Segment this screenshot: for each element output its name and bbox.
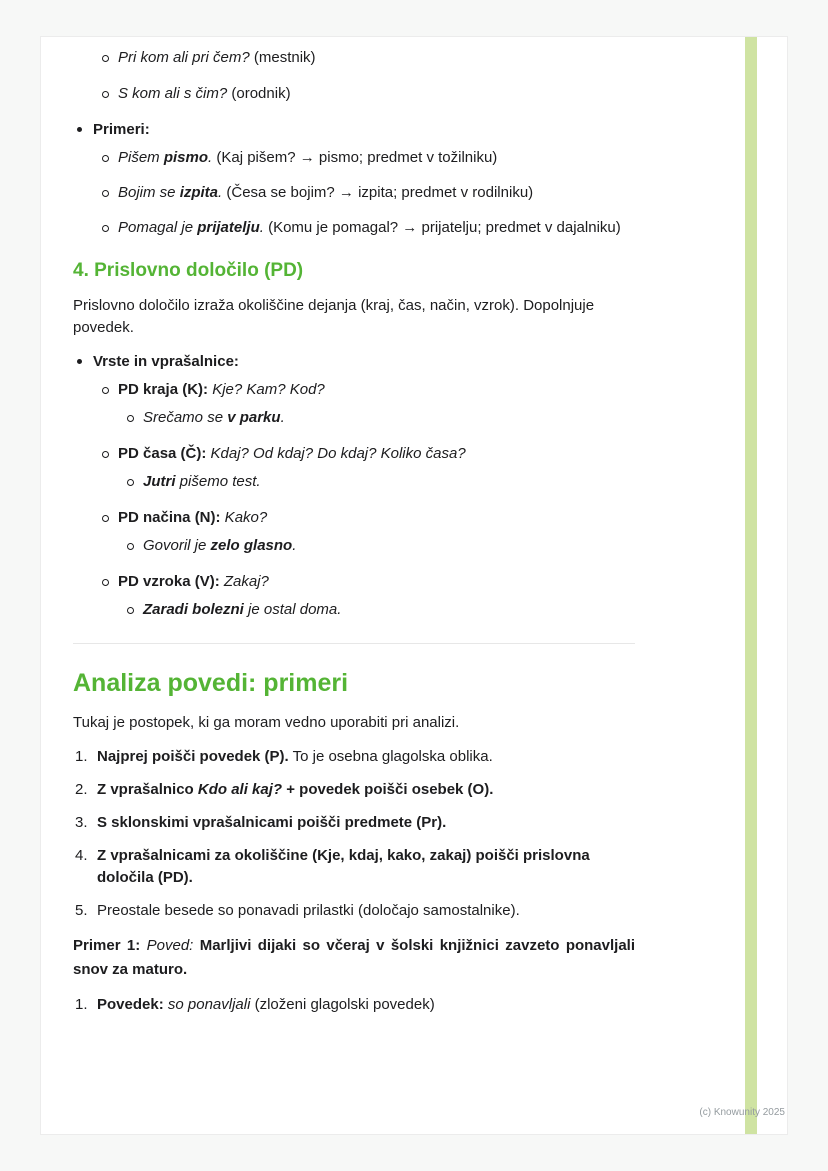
step-text: Povedek: so ponavljali (zloženi glagolski povedek): [97, 996, 435, 1013]
pd-intro-paragraph: Prislovno določilo izraža okoliščine dejanja (kraj, čas, način, vzrok). Dopolnjuje povedek.: [73, 297, 595, 336]
primeri-list: [73, 119, 635, 239]
copyright: (c) Knowunity 2025: [699, 1107, 785, 1118]
primeri-sublist: [98, 147, 635, 239]
list-item-text: Pomagal je prijatelju. (Komu je pomagal? → prijatelju; predmet v dajalniku): [118, 219, 621, 236]
list-item: [98, 443, 635, 493]
list-item: [98, 379, 635, 429]
step-text: Preostale besede so ponavadi prilastki (določajo samostalnike).: [97, 902, 520, 919]
list-item: [98, 507, 635, 557]
list-item: [123, 407, 635, 429]
list-item: [98, 217, 635, 239]
pd-types-list: [98, 379, 635, 621]
primeri-label: Primeri:: [93, 121, 150, 138]
step-text: S sklonskimi vprašalnicami poišči predmete (Pr).: [97, 814, 447, 831]
document-content: [41, 37, 787, 1016]
step-text: Najprej poišči povedek (P). To je osebna glagolska oblika.: [97, 748, 493, 765]
pd-example-list: [123, 407, 635, 429]
section-heading-analiza: Analiza povedi: primeri: [73, 669, 349, 697]
document-page: [40, 36, 788, 1135]
list-item-text: S kom ali s čim? (orodnik): [118, 85, 291, 102]
list-item: [73, 812, 635, 834]
list-item: [73, 900, 635, 922]
pd-example-text: Zaradi bolezni je ostal doma.: [143, 601, 342, 618]
section-heading-prislovno-dolocilo: 4. Prislovno določilo (PD): [73, 260, 304, 281]
list-item: [73, 994, 635, 1016]
pd-example-list: [123, 471, 635, 493]
section-divider: [73, 643, 635, 644]
list-item: [73, 845, 635, 889]
list-item: [73, 351, 635, 621]
list-item: [73, 779, 635, 801]
analiza-intro-paragraph: Tukaj je postopek, ki ga moram vedno uporabiti pri analizi.: [73, 714, 460, 731]
list-item: [123, 471, 635, 493]
pd-type-line: PD vzroka (V): Zakaj?: [118, 573, 269, 590]
list-item: [73, 746, 635, 768]
pd-example-text: Govoril je zelo glasno.: [143, 537, 297, 554]
list-item-text: Bojim se izpita. (Česa se bojim? → izpita; predmet v rodilniku): [118, 184, 534, 201]
vrste-list: [73, 351, 635, 621]
list-item: [73, 119, 635, 239]
pd-type-line: PD časa (Č): Kdaj? Od kdaj? Do kdaj? Koliko časa?: [118, 445, 466, 462]
step-text: Z vprašalnico Kdo ali kaj? + povedek poišči osebek (O).: [97, 781, 494, 798]
pd-example-list: [123, 599, 635, 621]
question-forms-list: [98, 47, 635, 105]
analysis-steps-list: [73, 746, 635, 922]
list-item-text: Pišem pismo. (Kaj pišem? → pismo; predmet v tožilniku): [118, 149, 498, 166]
pd-type-line: PD načina (N): Kako?: [118, 509, 268, 526]
primer1-paragraph: Primer 1: Poved: Marljivi dijaki so včeraj v šolski knjižnici zavzeto ponavljali snov za maturo.: [73, 937, 635, 978]
pd-type-line: PD kraja (K): Kje? Kam? Kod?: [118, 381, 325, 398]
list-item: [98, 83, 635, 105]
vrste-label: Vrste in vprašalnice:: [93, 353, 239, 370]
list-item: [98, 147, 635, 169]
list-item: [123, 535, 635, 557]
list-item: [98, 571, 635, 621]
list-item: [98, 182, 635, 204]
primer1-steps-list: [73, 994, 635, 1016]
pd-example-list: [123, 535, 635, 557]
step-text: Z vprašalnicami za okoliščine (Kje, kdaj, kako, zakaj) poišči prislovna določila (PD).: [97, 847, 590, 886]
pd-example-text: Srečamo se v parku.: [143, 409, 285, 426]
list-item: [123, 599, 635, 621]
pd-example-text: Jutri pišemo test.: [143, 473, 261, 490]
list-item-text: Pri kom ali pri čem? (mestnik): [118, 49, 316, 66]
list-item: [98, 47, 635, 69]
